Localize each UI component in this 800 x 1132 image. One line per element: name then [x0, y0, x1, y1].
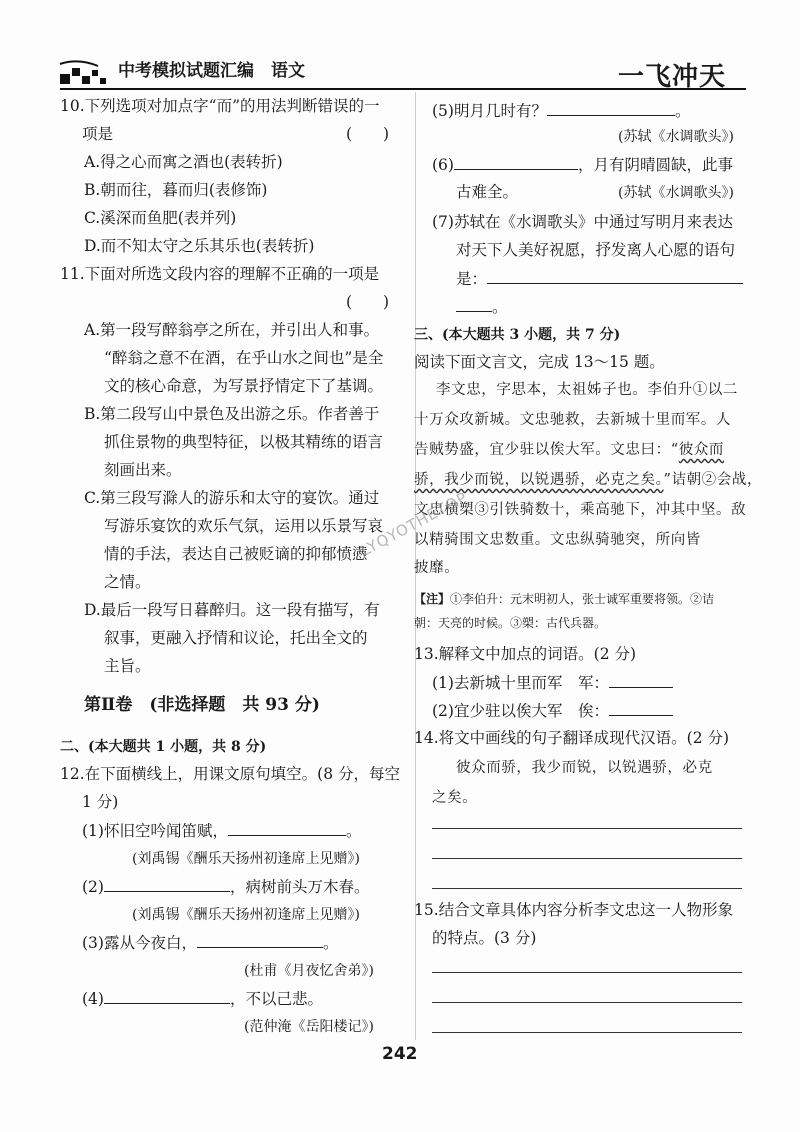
q10-option-a: A.得之心而寓之酒也(表转折) [84, 153, 283, 171]
q14-answer-line-1[interactable] [432, 828, 742, 829]
passage-line-1: 李文忠，字思本，太祖姊子也。李伯升①以二 [436, 382, 738, 398]
q15-answer-line-1[interactable] [432, 972, 742, 973]
q12-item-2 [82, 876, 369, 897]
passage-line-3-text: 告贼势盛，宜少驻以俟大军。文忠曰：“ [414, 442, 679, 458]
passage-line-3 [414, 440, 724, 460]
q11-option-c-1: C.第三段写滁人的游乐和太守的宴饮。通过 [84, 489, 380, 507]
q12-item-2-blank[interactable] [104, 876, 230, 892]
q12-item-4-blank[interactable] [104, 988, 230, 1004]
q11-option-d-3: 主旨。 [104, 657, 151, 675]
q10-stem-b: 项是 [82, 125, 114, 143]
passage-line-6: 以精骑围文忠数重。文忠纵骑驰突，所向皆 [414, 532, 701, 548]
q10-option-c: C.溪深而鱼肥(表并列) [84, 209, 237, 227]
passage-underlined-2: 骄，我少而锐，以锐遇骄，必克之矣。 [414, 472, 664, 488]
q12-item-1-post: 。 [345, 822, 362, 840]
q12-item-3-post: 。 [322, 934, 339, 952]
q12-item-5-blank[interactable] [547, 100, 675, 116]
q13-item-2-blank[interactable] [609, 700, 673, 716]
q12-item-5 [432, 100, 690, 121]
q12-item-5-source: (苏轼《水调歌头》) [618, 129, 734, 145]
q12-item-6-blank[interactable] [454, 154, 578, 170]
q13-item-2-text: (2)宜少驻以俟大军 俟： [432, 702, 609, 720]
header-rule [60, 88, 746, 90]
q11-option-c-3: 情的手法，表达自己被贬谪的抑郁愤懑 [104, 545, 368, 563]
watermark-stamp: LYQYOTHETOP [357, 488, 471, 560]
q12-item-7-c [456, 268, 743, 289]
q12-item-3-blank[interactable] [197, 932, 323, 948]
q12-item-1-pre: (1)怀旧空吟闻笛赋， [82, 822, 228, 840]
q12-item-4-pre: (4) [82, 990, 104, 1008]
passage-line-4-tail: ”诘朝②会战， [663, 472, 763, 488]
header-logo-icon [58, 58, 110, 88]
section-2-heading: 二、(本大题共 1 小题，共 8 分) [60, 739, 267, 755]
q12-item-3 [82, 932, 338, 953]
q12-item-7-blank-2[interactable] [456, 296, 492, 312]
q12-item-7-b: 对天下人美好祝愿，抒发离人心愿的语句 [456, 241, 736, 259]
passage-line-5: 文忠横槊③引铁骑数十，乘高驰下，冲其中坚。敌 [414, 502, 747, 518]
q12-item-3-source: (杜甫《月夜忆舍弟》) [244, 963, 374, 979]
q14-quote-a: 彼众而骄，我少而锐，以锐遇骄，必克 [456, 760, 713, 776]
q13-stem: 13.解释文中加点的词语。(2 分) [414, 645, 637, 663]
q12-item-6 [432, 154, 733, 175]
q12-item-4 [82, 988, 323, 1009]
q12-item-4-source: (范仲淹《岳阳楼记》) [244, 1019, 374, 1035]
q15-stem-b: 的特点。(3 分) [432, 929, 537, 947]
q12-item-7-end: 。 [492, 298, 508, 316]
passage-line-4 [414, 470, 762, 490]
q13-item-1 [432, 672, 673, 693]
q12-stem-b: 1 分) [82, 793, 119, 811]
q15-stem-a: 15.结合文章具体内容分析李文忠这一人物形象 [414, 901, 734, 919]
q13-item-1-blank[interactable] [609, 672, 673, 688]
q12-item-6-pre: (6) [432, 156, 454, 174]
q10-answer-paren[interactable]: ( ) [346, 125, 390, 143]
q15-answer-line-2[interactable] [432, 1002, 742, 1003]
part-2-title: 第Ⅱ卷 (非选择题 共 93 分) [84, 695, 320, 715]
q11-option-b-3: 刻画出来。 [104, 461, 182, 479]
q11-option-a-3: 文的核心命意，为写景抒情定下了基调。 [104, 377, 384, 395]
q15-answer-line-3[interactable] [432, 1032, 742, 1033]
q10-option-d: D.而不知太守之乐其乐也(表转折) [84, 237, 315, 255]
q13-item-1-text: (1)去新城十里而军 军： [432, 674, 609, 692]
page-number: 242 [382, 1044, 418, 1064]
header-title: 中考模拟试题汇编 语文 [118, 61, 305, 81]
q12-item-2-post: ，病树前头万木春。 [229, 878, 370, 896]
q12-item-5-pre: (5)明月几时有？ [432, 102, 547, 120]
section-3-heading: 三、(本大题共 3 小题，共 7 分) [414, 327, 621, 343]
q12-item-6-post: ，月有阴晴圆缺，此事 [577, 156, 733, 174]
q11-option-d-2: 叙事，更融入抒情和议论，托出全文的 [104, 629, 368, 647]
q12-item-1-source: (刘禹锡《酬乐天扬州初逢席上见赠》) [132, 851, 360, 867]
passage-underlined-1: 彼众而 [678, 442, 725, 458]
q14-answer-line-3[interactable] [432, 888, 742, 889]
q11-option-b-1: B.第二段写山中景色及出游之乐。作者善于 [84, 405, 380, 423]
q10-stem-a: 10.下列选项对加点字“而”的用法判断错误的一 [60, 97, 380, 115]
q11-option-c-2: 写游乐宴饮的欢乐气氛，运用以乐景写哀 [104, 517, 384, 535]
q12-item-2-source: (刘禹锡《酬乐天扬州初逢席上见赠》) [132, 907, 360, 923]
notes-line-2: 朝：天亮的时候。③槊：古代兵器。 [414, 616, 607, 630]
q12-item-5-post: 。 [674, 102, 691, 120]
notes-label: 【注】 [414, 592, 451, 606]
q12-item-1-blank[interactable] [228, 820, 346, 836]
q14-stem: 14.将文中画线的句子翻译成现代汉语。(2 分) [414, 729, 730, 747]
q12-item-3-pre: (3)露从今夜白， [82, 934, 197, 952]
passage-line-7: 披靡。 [414, 560, 460, 576]
q11-answer-paren[interactable]: ( ) [346, 293, 390, 311]
q12-stem-a: 12.在下面横线上，用课文原句填空。(8 分，每空 [60, 765, 400, 783]
q12-item-1 [82, 820, 361, 841]
q12-item-6-source: (苏轼《水调歌头》) [618, 185, 734, 201]
q11-option-d-1: D.最后一段写日暮醉归。这一段有描写，有 [84, 601, 380, 619]
q14-quote-b: 之矣。 [432, 790, 478, 806]
notes-line-1 [414, 590, 714, 608]
q12-item-7-a: (7)苏轼在《水调歌头》中通过写明月来表达 [432, 213, 733, 231]
q12-item-6-line2: 古难全。 [456, 183, 519, 201]
q11-option-a-2: “醉翁之意不在酒，在乎山水之间也”是全 [104, 349, 384, 367]
q11-stem: 11.下面对所选文段内容的理解不正确的一项是 [60, 265, 380, 283]
header-brand: 一飞冲天 [618, 62, 727, 92]
q12-item-2-pre: (2) [82, 878, 104, 896]
q12-item-7-d [456, 296, 508, 317]
passage-line-2: 十万众攻新城。文忠驰救，去新城十里而军。人 [414, 412, 732, 428]
q12-item-7-blank-1[interactable] [487, 268, 743, 284]
notes-text-1: ①李伯升：元末明初人，张士诚军重要将领。②诘 [450, 592, 715, 606]
q13-item-2 [432, 700, 673, 721]
q11-option-a-1: A.第一段写醉翁亭之所在，并引出人和事。 [84, 321, 380, 339]
q12-item-7-prefix: 是： [456, 270, 488, 288]
q11-option-b-2: 抓住景物的典型特征，以极其精练的语言 [104, 433, 384, 451]
q11-option-c-4: 之情。 [104, 573, 151, 591]
q12-item-4-post: ，不以己悲。 [229, 990, 323, 1008]
q14-answer-line-2[interactable] [432, 858, 742, 859]
reading-intro: 阅读下面文言文，完成 13～15 题。 [414, 353, 665, 371]
q10-option-b: B.朝而往，暮而归(表修饰) [84, 181, 268, 199]
